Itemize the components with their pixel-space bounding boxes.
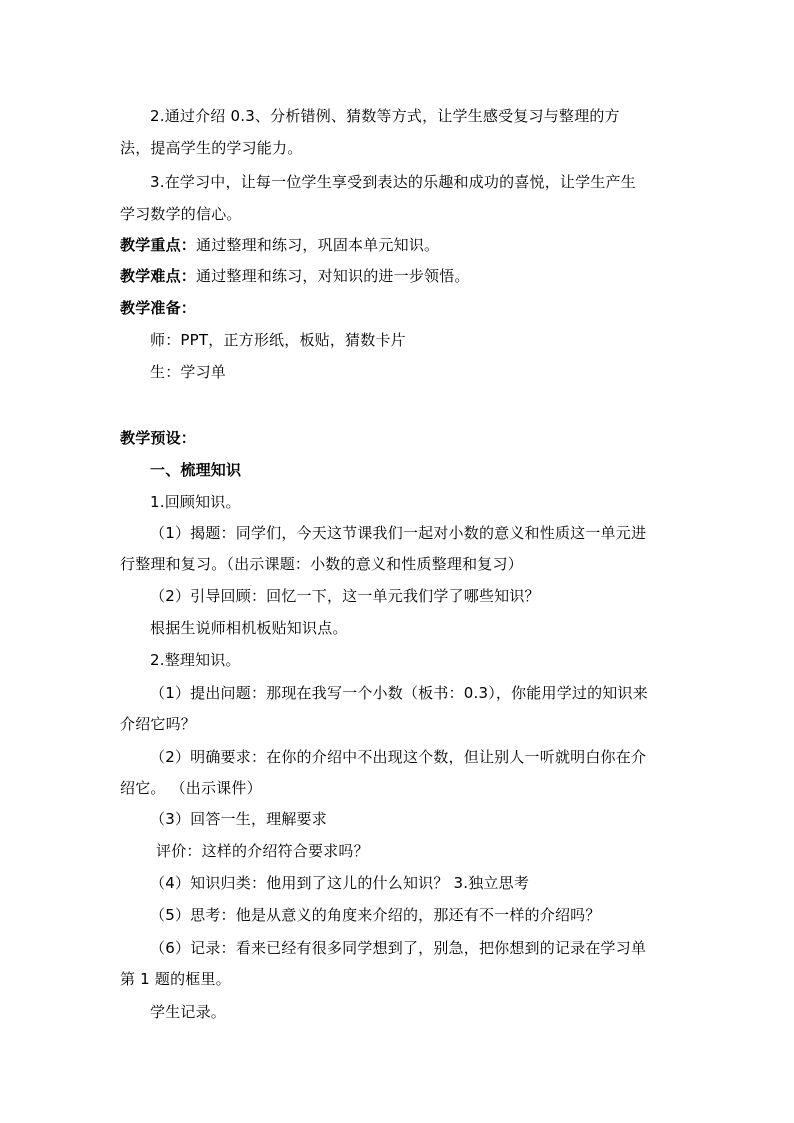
section-1-title: 一、梳理知识 (150, 461, 242, 479)
teaching-design-label: 教学预设： (120, 429, 197, 447)
s2-point-3-evaluation: 评价：这样的介绍符合要求吗？ (156, 842, 369, 860)
s1-point-2: （2）引导回顾：回忆一下，这一单元我们学了哪些知识？ (150, 587, 540, 605)
section-1-item-2: 2.整理知识。 (150, 651, 241, 669)
s2-point-5: （5）思考：他是从意义的角度来介绍的，那还有不一样的介绍吗？ (150, 906, 601, 924)
section-1-item-1: 1.回顾知识。 (150, 493, 241, 511)
prep-student: 生：学习单 (150, 363, 227, 381)
teaching-prep-label: 教学准备： (120, 299, 197, 317)
student-record: 学生记录。 (150, 1003, 227, 1021)
teaching-difficulty-label: 教学难点： (120, 267, 197, 285)
teaching-focus-text: 通过整理和练习，巩固本单元知识。 (196, 236, 440, 254)
s2-point-6-line-2: 第 1 题的框里。 (120, 970, 231, 988)
s2-point-2-line-1: （2）明确要求：在你的介绍中不出现这个数，但让别人一听就明白你在介 (150, 748, 647, 766)
goal-3-line-2: 学习数学的信心。 (120, 205, 242, 223)
prep-teacher: 师：PPT，正方形纸，板贴，猜数卡片 (150, 331, 406, 349)
s2-point-2-line-2: 绍它。 （出示课件） (120, 779, 262, 797)
s2-point-4: （4）知识归类：他用到了这儿的什么知识？ 3.独立思考 (150, 874, 530, 892)
s2-point-1-line-1: （1）提出问题：那现在我写一个小数（板书：0.3），你能用学过的知识来 (150, 684, 648, 702)
teaching-difficulty-text: 通过整理和练习，对知识的进一步领悟。 (196, 267, 470, 285)
teaching-difficulty (120, 266, 470, 286)
s2-point-3: （3）回答一生，理解要求 (150, 810, 327, 828)
goal-2-line-1: 2.通过介绍 0.3、分析错例、猜数等方式，让学生感受复习与整理的方 (150, 107, 620, 125)
goal-2-line-2: 法，提高学生的学习能力。 (120, 139, 303, 157)
teaching-focus-label: 教学重点： (120, 236, 197, 254)
s1-point-1-line-1: （1）揭题：同学们，今天这节课我们一起对小数的意义和性质这一单元进 (150, 524, 647, 542)
s1-point-3: 根据生说师相机板贴知识点。 (150, 619, 348, 637)
s2-point-1-line-2: 介绍它吗？ (120, 715, 197, 733)
goal-3-line-1: 3.在学习中，让每一位学生享受到表达的乐趣和成功的喜悦，让学生产生 (150, 173, 636, 191)
teaching-focus (120, 235, 439, 255)
s1-point-1-line-2: 行整理和复习。（出示课题：小数的意义和性质整理和复习） (120, 555, 523, 573)
s2-point-6-line-1: （6）记录：看来已经有很多同学想到了，别急，把你想到的记录在学习单 (150, 939, 647, 957)
